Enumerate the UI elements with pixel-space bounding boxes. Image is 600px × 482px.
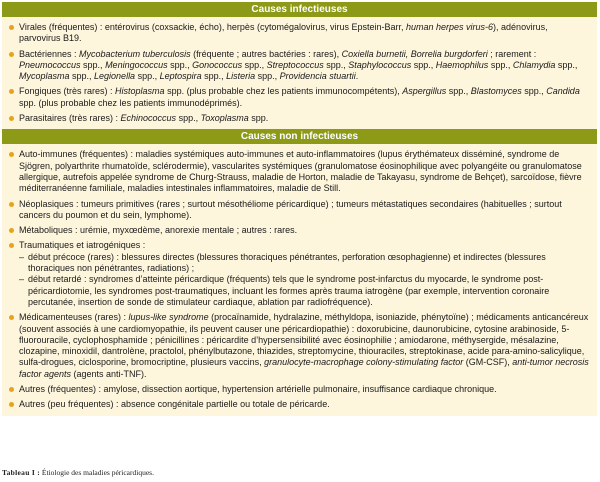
bullet-dot-icon [9,315,14,320]
list-item-metabolic: Métaboliques : urémie, myxœdème, anorexie mentale ; autres : rares. [9,225,589,236]
etiology-table [2,2,597,416]
section-noninfectious [2,144,597,415]
caption-text: Étiologie des maladies péricardiques. [40,468,154,477]
list-item-other-frequent: Autres (fréquentes) : amylose, dissection aortique, hypertension artérielle pulmonaire, insuffisance cardiaque chronique. [9,384,589,395]
bullet-dot-icon [9,243,14,248]
bullet-dot-icon [9,228,14,233]
trauma-early-onset: – début précoce (rares) : blessures directes (blessures thoraciques pénétrantes, perforation œsophagienne) et indirectes (blessures thoraciques non pénétrantes, radiations) ; [19,251,546,274]
dash-marker: – [19,274,25,285]
bullet-dot-icon [9,116,14,121]
trauma-title: Traumatiques et iatrogéniques : [19,240,146,251]
bullet-dot-icon [9,387,14,392]
section-header-infectious: Causes infectieuses [2,2,597,17]
list-item-other-rare: Autres (peu fréquentes) : absence congénitale partielle ou totale de péricarde. [9,399,589,410]
table-caption [2,468,154,477]
bullet-dot-icon [9,202,14,207]
bullet-dot-icon [9,152,14,157]
list-item-autoimmune: Auto-immunes (fréquentes) : maladies systémiques auto-immunes et auto-inflammatoires (lupus érythémateux disséminé, syndrome de Sjögren, polyarthrite rhumatoïde, sclérodermie), vascularites systémiques (granulomatose éosinophilique avec polyangéite ou granulomatose allergique, autrefois appelée syndrome de Churg-Strauss, maladie de Horton, maladie de Takayasu, syndrome de Behçet), sarcoïdose, fièvre méditerranéenne familiale, maladies intestinales inflammatoires, maladie de Still. [9,149,589,194]
caption-label: Tableau I : [2,468,41,477]
bullet-dot-icon [9,52,14,57]
bullet-dot-icon [9,25,14,30]
bullet-dot-icon [9,402,14,407]
trauma-late-onset: – début retardé : syndromes d’atteinte péricardique (fréquents) tels que le syndrome post-infarctus du myocarde, le syndrome post-péricardiotomie, les syndromes post-traumatiques, incluant les formes après trauma iatrogène (par exemple, intervention coronaire percutanée, insertion de sonde de stimulateur cardiaque, ablation par radiofréquence). [19,274,550,307]
dash-marker: – [19,251,25,262]
list-item-bacterial: Bactériennes : Mycobacterium tuberculosis (fréquente ; autres bactéries : rares), Coxiella burnetii, Borrelia burgdorferi ; rarement : Pneumococcus spp., Meningococcus spp., Gonococcus spp., Streptococcus spp., Staphylococcus spp., Haemophilus spp., Chlamydia spp., Mycoplasma spp., Legionella spp., Leptospira spp., Listeria spp., Providencia stuartii. [9,49,589,83]
bullet-dot-icon [9,89,14,94]
list-item-viral: Virales (fréquentes) : entérovirus (coxsackie, écho), herpès (cytomégalovirus, virus Epstein-Barr, human herpes virus-6), adénovirus, parvovirus B19. [9,22,589,45]
list-item-neoplastic: Néoplasiques : tumeurs primitives (rares ; surtout mésothéliome péricardique) ; tumeurs métastatiques secondaires (habituelles ; surtout cancers du poumon et du sein, lymphome). [9,199,589,222]
section-header-noninfectious: Causes non infectieuses [2,129,597,144]
list-item-fungal: Fongiques (très rares) : Histoplasma spp. (plus probable chez les patients immunocompétents), Aspergillus spp., Blastomyces spp., Candida spp. (plus probable chez les patients immunodéprimés). [9,86,589,109]
list-item-parasitic: Parasitaires (très rares) : Echinococcus spp., Toxoplasma spp. [9,113,589,124]
section-infectious [2,17,597,129]
list-item-drug-induced: Médicamenteuses (rares) : lupus-like syndrome (procaïnamide, hydralazine, méthyldopa, isoniazide, phénytoïne) ; médicaments anticancéreux (souvent associés à une cardiomyopathie, ils peuvent causer une péricardiopathie) : doxorubicine, daunorubicine, cytosine arabinoside, 5-fluorouracile, cyclophosphamide ; pénicillines : péricardite d’hypersensibilité avec éosinophilie ; amiodarone, méthysergide, mésalazine, clozapine, minoxidil, dantrolène, practolol, phénylbutazone, thiazides, streptomycine, thiouraciles, streptokinase, acide para-amino-salicylique, sulfa-drogues, ciclosporine, bromocriptine, plusieurs vaccins, granulocyte-macrophage colony-stimulating factor (GM-CSF), anti-tumor necrosis factor agents (agents anti-TNF). [9,312,589,380]
list-item-trauma [9,240,589,308]
